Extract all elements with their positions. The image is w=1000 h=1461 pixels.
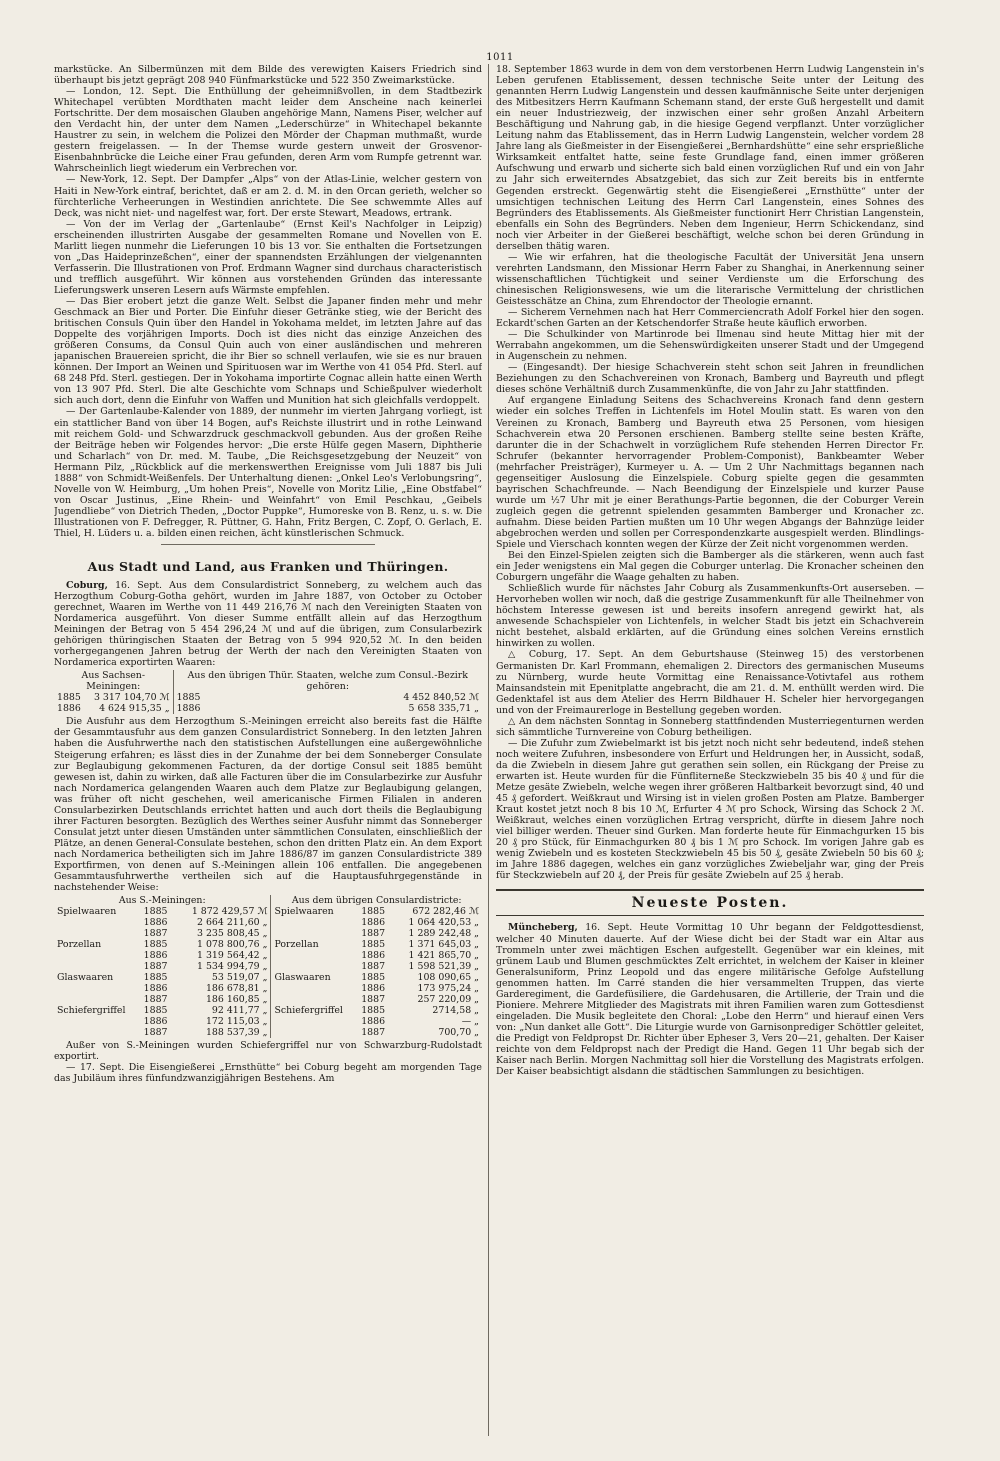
- article-paragraph: Schließlich wurde für nächstes Jahr Coburg als Zusammenkunfts-Ort auserseben. — Hervorheben wollen wir noch, daß die gestrige Zusammenkunft für alle Theilnehmer von höchstem Interesse gewesen ist und bereits insofern anregend gewirkt hat, als anwesende Schachspieler von Lichtenfels, in welcher Stadt bis jetzt ein Schachverein nicht bestehet, alsbald erklärten, auf die Gründung eines solchen Vereins ernstlich hinwirken zu wollen.: [496, 583, 924, 650]
- section-heading: Aus Stadt und Land, aus Franken und Thüringen.: [87, 559, 449, 575]
- article-kalender: — Der Gartenlaube-Kalender von 1889, der nunmehr im vierten Jahrgang vorliegt, ist ein stattlicher Band von über 14 Bogen, auf's Reichste illustrirt und in rothe Leinwand mit reichem Gold- und Schwarzdruck geschmackvoll gebunden. Aus der großen Reihe der Beiträge heben wir Folgendes hervor: „Die erste Hülfe gegen Masern, Diphtherie und Scharlach“ von Dr. med. M. Taube, „Die Reichsgesetzgebung der Neuzeit“ von Hermann Pilz, „Rückblick auf die merkenswerthen Ereignisse vom Juli 1887 bis Juli 1888“ von Schmidt-Weißenfels. Der Unterhaltung dienen: „Onkel Leo's Verlobungsring“, Novelle von W. Heimburg, „Um hohen Preis“, Novelle von Moritz Lilie, „Eine Obstfabel“ von Oscar Justinus, „Eine Rhein- und Weinfahrt“ von Emil Peschkau, „Geibels Jugendliebe“ von Dietrich Theden, „Doctor Puppke“, Humoreske von B. Renz, u. s. w. Die Illustrationen von F. Defregger, R. Püttner, G. Hahn, Fritz Bergen, C. Zopf, O. Gerlach, E. Thiel, H. Lüders u. a. bilden einen reichen, ächt künstlerischen Schmuck.: [54, 406, 482, 539]
- table-row: [54, 906, 482, 917]
- article-paragraph: — (Eingesandt). Der hiesige Schachverein steht schon seit Jahren in freundlichen Beziehungen zu den Schachvereinen von Kronach, Bamberg und Bayreuth und pflegt dieses schöne Verhältniß durch Zusammenkünfte, die von Jahr zu Jahr stattfinden.: [496, 362, 924, 396]
- table-cell: 1885: [143, 939, 168, 951]
- article-text: 16. Sept. Aus dem Consulardistrict Sonneberg, zu welchem auch das Herzogthum Coburg-Gotha gehört, wurden im Jahre 1887, von October zu October gerechnet, Waaren im Werthe von 11 449 216,76 ℳ nach den Vereinigten Staaten von Nordamerica ausgeführt. Von dieser Summe entfällt allein auf das Herzogthum Meiningen der Betrag von 5 454 296,24 ℳ und auf die übrigen, zum Consularbezirk gehörigen thüringischen Staaten der Betrag von 5 994 920,52 ℳ. In den beiden vorhergegangenen Jahren betrug der Werth der nach den Vereinigten Staaten von Nordamerica exportirten Waaren:: [54, 580, 482, 669]
- table-cell: [54, 917, 141, 928]
- table-cell: [54, 928, 141, 939]
- export-table-2: [54, 895, 482, 1038]
- table-cell: 257 220,09 „: [417, 994, 479, 1006]
- table-cell: 92 411,77 „: [211, 1005, 268, 1017]
- article-paragraph: Auf ergangene Einladung Seitens des Schachvereins Kronach fand denn gestern wieder ein solches Treffen in Lichtenfels im Hotel Moulin statt. Es waren von den Vereinen zu Kronach, Bamberg und Bayreuth etwa 25 Personen, vom hiesigen Schachverein etwa 20 Personen erschienen. Bamberg stellte seine besten Kräfte, darunter die in der Schachwelt in vorzüglichem Rufe stehenden Herren Director Fr. Schrufer (bekannter hervorragender Problem-Componist), Bankbeamter Weber (mehrfacher Preisträger), Kurmeyer u. A. — Um 2 Uhr Nachmittags begannen nach gegenseitiger Auslosung die Einzelspiele. Coburg spielte gegen die gesammten bayrischen Schachfreunde. — Nach Beendigung der Einzelspiele und kurzer Pause wurde um ½7 Uhr mit je einer Berathungs-Partie begonnen, die der Coburger Verein zugleich gegen die getrennt spielenden gesammten Bamberger und Kronacher zc. aufnahm. Diese beiden Partien mußten um 10 Uhr wegen Abgangs der Bahnzüge leider abgebrochen werden und sollen per Correspondenzkarte ausgespielt werden. Blindlings-Spiele und Vierschach konnten wegen der Kürze der Zeit nicht vorgenommen werden.: [496, 395, 924, 551]
- table-cell: [54, 994, 141, 1005]
- article-paragraph: markstücke. An Silbermünzen mit dem Bilde des verewigten Kaisers Friedrich sind überhaupt bis jetzt geprägt 208 940 Fünfmarkstücke und 522 350 Zweimarkstücke.: [54, 64, 482, 87]
- table-row: [54, 1016, 482, 1027]
- table-cell: 1 064 420,53 „: [408, 917, 479, 929]
- table-cell: 1887: [361, 961, 386, 973]
- table-cell: 1 371 645,03 „: [408, 939, 479, 951]
- table-cell: 1885: [361, 1005, 386, 1017]
- table-cell: 1886: [361, 983, 386, 995]
- article-beer: — Das Bier erobert jetzt die ganze Welt. Selbst die Japaner finden mehr und mehr Geschmack an Bier und Porter. Die Einfuhr dieser Getränke stieg, wie der Bericht des britischen Consuls Quin über den Handel in Yokohama meldet, im letzten Jahre auf das Doppelte des vorjährigen Imports. Doch ist dies nicht das einzige Anzeichen des größeren Consums, da Consul Quin auch von einer ausländischen und mehreren japanischen Brauereien spricht, die ihr Bier so schnell verlaufen, wie sie es nur brauen können. Der Import an Weinen und Spirituosen war im Werthe von 41 054 Pfd. Sterl. auf 68 248 Pfd. Sterl. gestiegen. Der in Yokohama importirte Cognac allein hatte einen Werth von 13 907 Pfd. Sterl. Die alte Geschichte vom Schnaps und Schießpulver wiederholt sich auch dort, denn die Einfuhr von Waffen und Munition hat sich gleichfalls verdoppelt.: [54, 295, 482, 407]
- table-cell: [271, 917, 358, 928]
- table-cell: 2 664 211,60 „: [197, 917, 268, 929]
- dateline-place: Coburg,: [66, 580, 108, 592]
- table-cell: 1 078 800,76 „: [197, 939, 268, 951]
- section-heading: Neueste Posten.: [496, 889, 924, 916]
- article-paragraph: △ Coburg, 17. Sept. An dem Geburtshause (Steinweg 15) des verstorbenen Germanisten Dr. Karl Frommann, ehemaligen 2. Directors des germanischen Museums zu Nürnberg, wurde heute Vormittag eine Renaissance-Votivtafel aus rothem Mainsandstein mit Epenitplatte angebracht, die am 21. d. M. enthüllt werden wird. Die Gedenktafel ist aus dem Atelier des Herrn Bildhauer H. Scheler hier hervorgegangen und von der Freimaurerloge in Bestellung gegeben worden.: [496, 649, 924, 716]
- table-cell: 1 421 865,70 „: [408, 950, 479, 962]
- table-cell: Porzellan: [57, 939, 102, 951]
- table-cell: 186 160,85 „: [205, 994, 268, 1006]
- table-cell: [271, 928, 358, 939]
- table-cell: [54, 1016, 141, 1027]
- left-column: [54, 64, 482, 1436]
- article-paragraph: Bei den Einzel-Spielen zeigten sich die Bamberger als die stärkeren, wenn auch fast ein Jeder wenigstens ein Mal gegen die Coburger unterlag. Die Kronacher scheinen den Coburgern ungefähr die Waage gehalten zu haben.: [496, 550, 924, 584]
- table-cell: 1886: [143, 1016, 168, 1028]
- table-row: [54, 1005, 482, 1016]
- table-cell: Glaswaaren: [57, 972, 114, 984]
- article-coburg: [54, 580, 482, 668]
- page-number: 1011: [486, 52, 514, 63]
- table-cell: 1887: [143, 1027, 168, 1039]
- table-row: [54, 703, 482, 714]
- table-header: Aus Sachsen-Meiningen:: [81, 670, 146, 693]
- article-paragraph: — Sicherem Vernehmen nach hat Herr Commerciencrath Adolf Forkel hier den sogen. Eckardt'schen Garten an der Ketschendorfer Straße heute käuflich erworben.: [496, 307, 924, 330]
- table-row: [54, 917, 482, 928]
- table-cell: 1885: [361, 939, 386, 951]
- article-text: 16. Sept. Heute Vormittag 10 Uhr begann der Feldgottesdienst, welcher 40 Minuten dauerte. Auf der Wiese dicht bei der Stadt war ein Altar aus Trommeln unter zwei mächtigen Eschen aufgestellt. Gegenüber war ein kleines, mit grünem Laub und Blumen geschmücktes Zelt errichtet, in welchem der Kaiser in kleiner Generalsuniform, Prinz Leopold und das engere militärische Gefolge Aufstellung genommen hatten. Im Carré standen die hier versammelten Truppen, das vierte Garderegiment, die Gardefüsiliere, die Gardehusaren, die Artillerie, der Train und die Pioniere. Mehrere Mitglieder des Magistrats mit ihren Familien waren zum Gottesdienst eingeladen. Die Musik begleitete den Choral: „Lobe den Herrn“ und hierauf einen Vers von: „Nun danket alle Gott“. Die Liturgie wurde von Garnisonprediger Schöttler geleitet, die Predigt von Feldpropst Dr. Richter über Epheser 3, Vers 20—21, gehalten. Der Kaiser reichte von dem Feldpropst nach der Predigt die Hand. Gegen 11 Uhr begab sich der Kaiser nach Berlin. Morgen Nachmittag soll hier die Vorstellung des Magistrats erfolgen. Der Kaiser beabsichtigt alsdann die städtischen Sammlungen zu besichtigen.: [496, 922, 924, 1078]
- table-cell: 1 534 994,79 „: [197, 961, 268, 973]
- table-cell: [271, 994, 358, 1005]
- table-header: Aus den übrigen Thür. Staaten, welche zum Consul.-Bezirk gehören:: [173, 670, 482, 692]
- table-cell: Schiefergriffel: [57, 1005, 126, 1017]
- table-cell: 1 598 521,39 „: [408, 961, 479, 973]
- table-cell: [271, 1027, 358, 1038]
- table-cell: 172 115,03 „: [205, 1016, 268, 1028]
- table-cell: 1885: [361, 906, 386, 918]
- article-paragraph: — 17. Sept. Die Eisengießerei „Ernsthütte“ bei Coburg begeht am morgenden Tage das Jubiläum ihres fünfundzwanzigjährigen Bestehens. Am: [54, 1062, 482, 1085]
- table-row: [54, 1027, 482, 1038]
- article-paragraph: Außer von S.-Meiningen wurden Schiefergriffel nur von Schwarzburg-Rudolstadt exportirt.: [54, 1040, 482, 1063]
- table-row: [54, 939, 482, 950]
- article-paragraph: △ An dem nächsten Sonntag in Sonneberg stattfindenden Musterriegenturnen werden sich sämmtliche Turnvereine von Coburg betheiligen.: [496, 715, 924, 738]
- table-cell: [271, 950, 358, 961]
- table-cell: Schiefergriffel: [271, 1005, 358, 1016]
- table-cell: [271, 983, 358, 994]
- table-cell: 1 872 429,57 ℳ: [191, 906, 268, 918]
- table-cell: 1 319 564,42 „: [197, 950, 268, 962]
- table-cell: 1887: [143, 961, 168, 973]
- article-london: — London, 12. Sept. Die Enthüllung der geheimnißvollen, in dem Stadtbezirk Whitechapel verübten Mordthaten macht leider dem Anscheine nach keinerlei Fortschritte. Der dem mosaischen Glauben angehörige Mann, Namens Piser, welcher auf den Verdacht hin, der unter dem Namen „Lederschürze“ in Whitechapel bekannte Haustrer zu sein, in welchem die Polizei den Mörder der Chapman muthmaßt, wurde gestern freigelassen. — In der Themse wurde gestern unweit der Grosvenor-Eisenbahnbrücke die Leiche einer Frau gefunden, deren Arm vom Rumpfe getrennt war. Wahrscheinlich liegt wiederum ein Verbrechen vor.: [54, 86, 482, 175]
- table-cell: 700,70 „: [438, 1027, 479, 1039]
- table-cell: [54, 950, 141, 961]
- table-cell: 1885: [57, 692, 81, 704]
- table-cell: 1886: [143, 983, 168, 995]
- table-cell: 2714,58 „: [432, 1005, 479, 1017]
- table-cell: 4 452 840,52 ℳ: [403, 692, 479, 704]
- table-cell: [54, 1027, 141, 1038]
- table-cell: 1887: [361, 994, 386, 1006]
- table-cell: Glaswaaren: [271, 972, 358, 983]
- table-cell: 1885: [143, 972, 168, 984]
- table-cell: [271, 961, 358, 972]
- article-paragraph: — Die Zufuhr zum Zwiebelmarkt ist bis jetzt noch nicht sehr bedeutend, indeß stehen noch weitere Zufuhren, insbesondere von Erfurt und Heldrungen her, in Aussicht, sodaß, da die Zwiebeln in diesem Jahre gut gerathen sein sollen, ein Rückgang der Preise zu erwarten ist. Heute wurden für die Fünfliterneße Steckzwiebeln 35 bis 40 ₰ und für die Metze gesäte Zwiebeln, welche wegen ihrer größeren Haltbarkeit bevorzugt sind, 40 und 45 ₰ gefordert. Weißkraut und Wirsing ist in vielen großen Posten am Platze. Bamberger Kraut kostet jetzt noch 8 bis 10 ℳ, Erfurter 4 ℳ pro Schock, Wirsing das Schock 2 ℳ. Weißkraut, welches einen vorzüglichen Ertrag verspricht, dürfte in diesem Jahre noch viel billiger werden. Theuer sind Gurken. Man forderte heute für Einmachgurken 15 bis 20 ₰ pro Stück, für Einmachgurken 80 ₰ bis 1 ℳ pro Schock. Im vorigen Jahre gab es wenig Zwiebeln und es kosteten Steckzwiebeln 45 bis 50 ₰, gesäte Zwiebeln 50 bis 60 ₰; im Jahre 1886 dagegen, welches ein ganz vorzügliches Zwiebeljahr war, ging der Preis für Steckzwiebeln auf 20 ₰, der Preis für gesäte Zwiebeln auf 25 ₰ herab.: [496, 737, 924, 882]
- table-cell: Spielwaaren: [271, 906, 358, 917]
- table-cell: Porzellan: [271, 939, 358, 950]
- table-cell: 1886: [361, 1016, 386, 1028]
- table-cell: 1887: [143, 928, 168, 940]
- table-row: [54, 950, 482, 961]
- export-table-1: [54, 670, 482, 714]
- table-cell: 672 282,46 ℳ: [412, 906, 479, 918]
- table-cell: 1886: [143, 950, 168, 962]
- table-cell: 1885: [143, 1005, 168, 1017]
- table-cell: 53 519,07 „: [211, 972, 268, 984]
- article-paragraph: — Die Schulkinder von Martinrode bei Ilmenau sind heute Mittag hier mit der Werrabahn angekommen, um die Sehenswürdigkeiten unserer Stadt und der Umgegend in Augenschein zu nehmen.: [496, 329, 924, 363]
- table-header: Aus S.-Meiningen:: [118, 895, 206, 907]
- table-cell: 188 537,39 „: [205, 1027, 268, 1039]
- table-cell: 173 975,24 „: [417, 983, 479, 995]
- table-cell: 1887: [361, 928, 386, 940]
- table-cell: [271, 1016, 358, 1027]
- article-newyork: — New-York, 12. Sept. Der Dampfer „Alps“ von der Atlas-Linie, welcher gestern von Haiti in New-York eintraf, berichtet, daß er am 2. d. M. in den Orcan gerieth, welcher so fürchterliche Verheerungen in Westindien anrichtete. Die See schwemmte Alles auf Deck, was nicht niet- und nagelfest war, fort. Der erste Stewart, Meadows, ertrank.: [54, 174, 482, 219]
- article-paragraph: — Wie wir erfahren, hat die theologische Facultät der Universität Jena unsern verehrten Landsmann, den Missionar Herrn Faber zu Shanghai, in Anerkennung seiner wissenschaftlichen Tüchtigkeit und seiner Verdienste um die Erforschung des chinesischen Religionswesens, wie um die literarische Vermittelung der christlichen Geistesschätze an China, zum Ehrendoctor der Theologie ernannt.: [496, 251, 924, 307]
- dateline-place: Müncheberg,: [508, 922, 578, 934]
- table-cell: 5 658 335,71 „: [408, 703, 479, 715]
- table-cell: 3 235 808,45 „: [197, 928, 268, 940]
- table-row: [54, 961, 482, 972]
- table-cell: 1886: [361, 917, 386, 929]
- article-muencheberg: [496, 922, 924, 1077]
- table-cell: 4 624 915,35 „: [99, 703, 170, 715]
- table-cell: 1885: [143, 906, 168, 918]
- article-paragraph: 18. September 1863 wurde in dem von dem verstorbenen Herrn Ludwig Langenstein in's Leben gerufenen Etablissement, dessen technische Seite unter der Leitung des genannten Herrn Ludwig Langenstein und dessen kaufmännische Seite unter derjenigen des Mitbesitzers Herrn Kaufmann Schemann stand, der erste Guß hergestellt und damit ein neuer Industriezweig, der inzwischen einer sehr großen Anzahl Arbeitern Beschäftigung und Nahrung gab, in die hiesige Gegend verpflanzt. Unter vorzüglicher Leitung nahm das Etablissement, das in Herrn Ludwig Langenstein, welcher vordem 28 Jahre lang als Gießmeister in der Eisengießerei „Bernhardshütte“ eine sehr ersprießliche Wirksamkeit entfaltet hatte, seine feste Grundlage fand, einen immer größeren Aufschwung und erwarb und sicherte sich bald einen vorzüglichen Ruf und ein von Jahr zu Jahr sich erweiterndes Absatzgebiet, das sich zur Zeit bereits bis in entfernte Gegenden erstreckt. Gegenwärtig steht die Eisengießerei „Ernsthütte“ unter der umsichtigen technischen Leitung des Herrn Carl Langenstein, eines Sohnes des Begründers des Etablissements. Als Gießmeister functionirt Herr Christian Langenstein, ebenfalls ein Sohn des Begründers. Neben dem Ingenieur, Herrn Schickendanz, sind noch vier Arbeiter in der Gießerei beschäftigt, welche schon bei deren Gründung in derselben thätig waren.: [496, 64, 924, 252]
- table-row: [54, 972, 482, 983]
- separator-rule: [161, 544, 375, 545]
- table-cell: 1885: [173, 692, 258, 703]
- table-cell: 1 289 242,48 „: [408, 928, 479, 940]
- table-row: [54, 983, 482, 994]
- table-row: [54, 928, 482, 939]
- table-cell: Spielwaaren: [57, 906, 117, 918]
- table-cell: 186 678,81 „: [205, 983, 268, 995]
- table-cell: 1885: [361, 972, 386, 984]
- table-cell: 1886: [143, 917, 168, 929]
- table-cell: [54, 983, 141, 994]
- table-row: [54, 994, 482, 1005]
- table-cell: 3 317 104,70 ℳ: [93, 692, 170, 704]
- column-divider: [488, 64, 489, 1436]
- right-column: [496, 64, 924, 1436]
- table-header: Aus dem übrigen Consulardistricte:: [271, 895, 482, 906]
- table-cell: 1886: [57, 703, 81, 715]
- table-cell: [54, 961, 141, 972]
- table-cell: 108 090,65 „: [417, 972, 479, 984]
- table-cell: 1887: [361, 1027, 386, 1039]
- table-cell: 1886: [361, 950, 386, 962]
- article-gartenlaube: — Von der im Verlag der „Gartenlaube“ (Ernst Keil's Nachfolger in Leipzig) erscheinenden illustrirten Ausgabe der gesammelten Romane und Novellen von E. Marlitt liegen nunmehr die Lieferungen 10 bis 13 vor. Sie enthalten die Fortsetzungen von „Das Haideprinzeßchen“, einer der spannendsten Erzählungen der vielgenannten Verfasserin. Die Illustrationen von Prof. Erdmann Wagner sind durchaus characteristisch und trefflich ausgeführt. Wir können aus vorstehenden Gründen das interessante Lieferungswerk unseren Lesern aufs Wärmste empfehlen.: [54, 218, 482, 296]
- article-paragraph: Die Ausfuhr aus dem Herzogthum S.-Meiningen erreicht also bereits fast die Hälfte der Gesammtausfuhr aus dem ganzen Consulardistrict Sonneberg. In den letzten Jahren haben die Ausfuhrwerthe nach den statistischen Aufstellungen eine außergewöhnliche Steigerung erfahren; es lässt dies in der Zunahme der bei dem Sonneberger Consulate zur Beglaubigung gekommenen Facturen, da der dortige Consul seit 1885 bemüht gewesen ist, dahin zu wirken, daß alle Facturen über die im Consularbezirke zur Ausfuhr nach Nordamerica gelangenden Waaren auch dem Platze zur Beglaubigung gelangen, was früher oft nicht geschehen, weil americanische Firmen Filialen in anderen Consularbezirken Deutschlands errichtet hatten und auch dort theils die Beglaubigung ihrer Facturen besorgten. Bezüglich des Werthes seiner Ausfuhr nimmt das Sonneberger Consulat jetzt unter diesen Umständen unter sämmtlichen Consulaten, einschließlich der Plätze, an denen General-Consulate bestehen, schon den dritten Platz ein. An dem Export nach Nordamerica betheiligten sich im Jahre 1886/87 im ganzen Consulardistricte 389 Exportfirmen, von denen auf S.-Meiningen allein 106 entfallen. Die angegebenen Gesammtausfuhrwerthe vertheilen sich auf die Hauptausfuhrgegenstände in nachstehender Weise:: [54, 716, 482, 894]
- table-cell: — „: [461, 1016, 479, 1028]
- table-cell: 1887: [143, 994, 168, 1006]
- table-cell: 1886: [173, 703, 258, 714]
- table-row: [54, 692, 482, 703]
